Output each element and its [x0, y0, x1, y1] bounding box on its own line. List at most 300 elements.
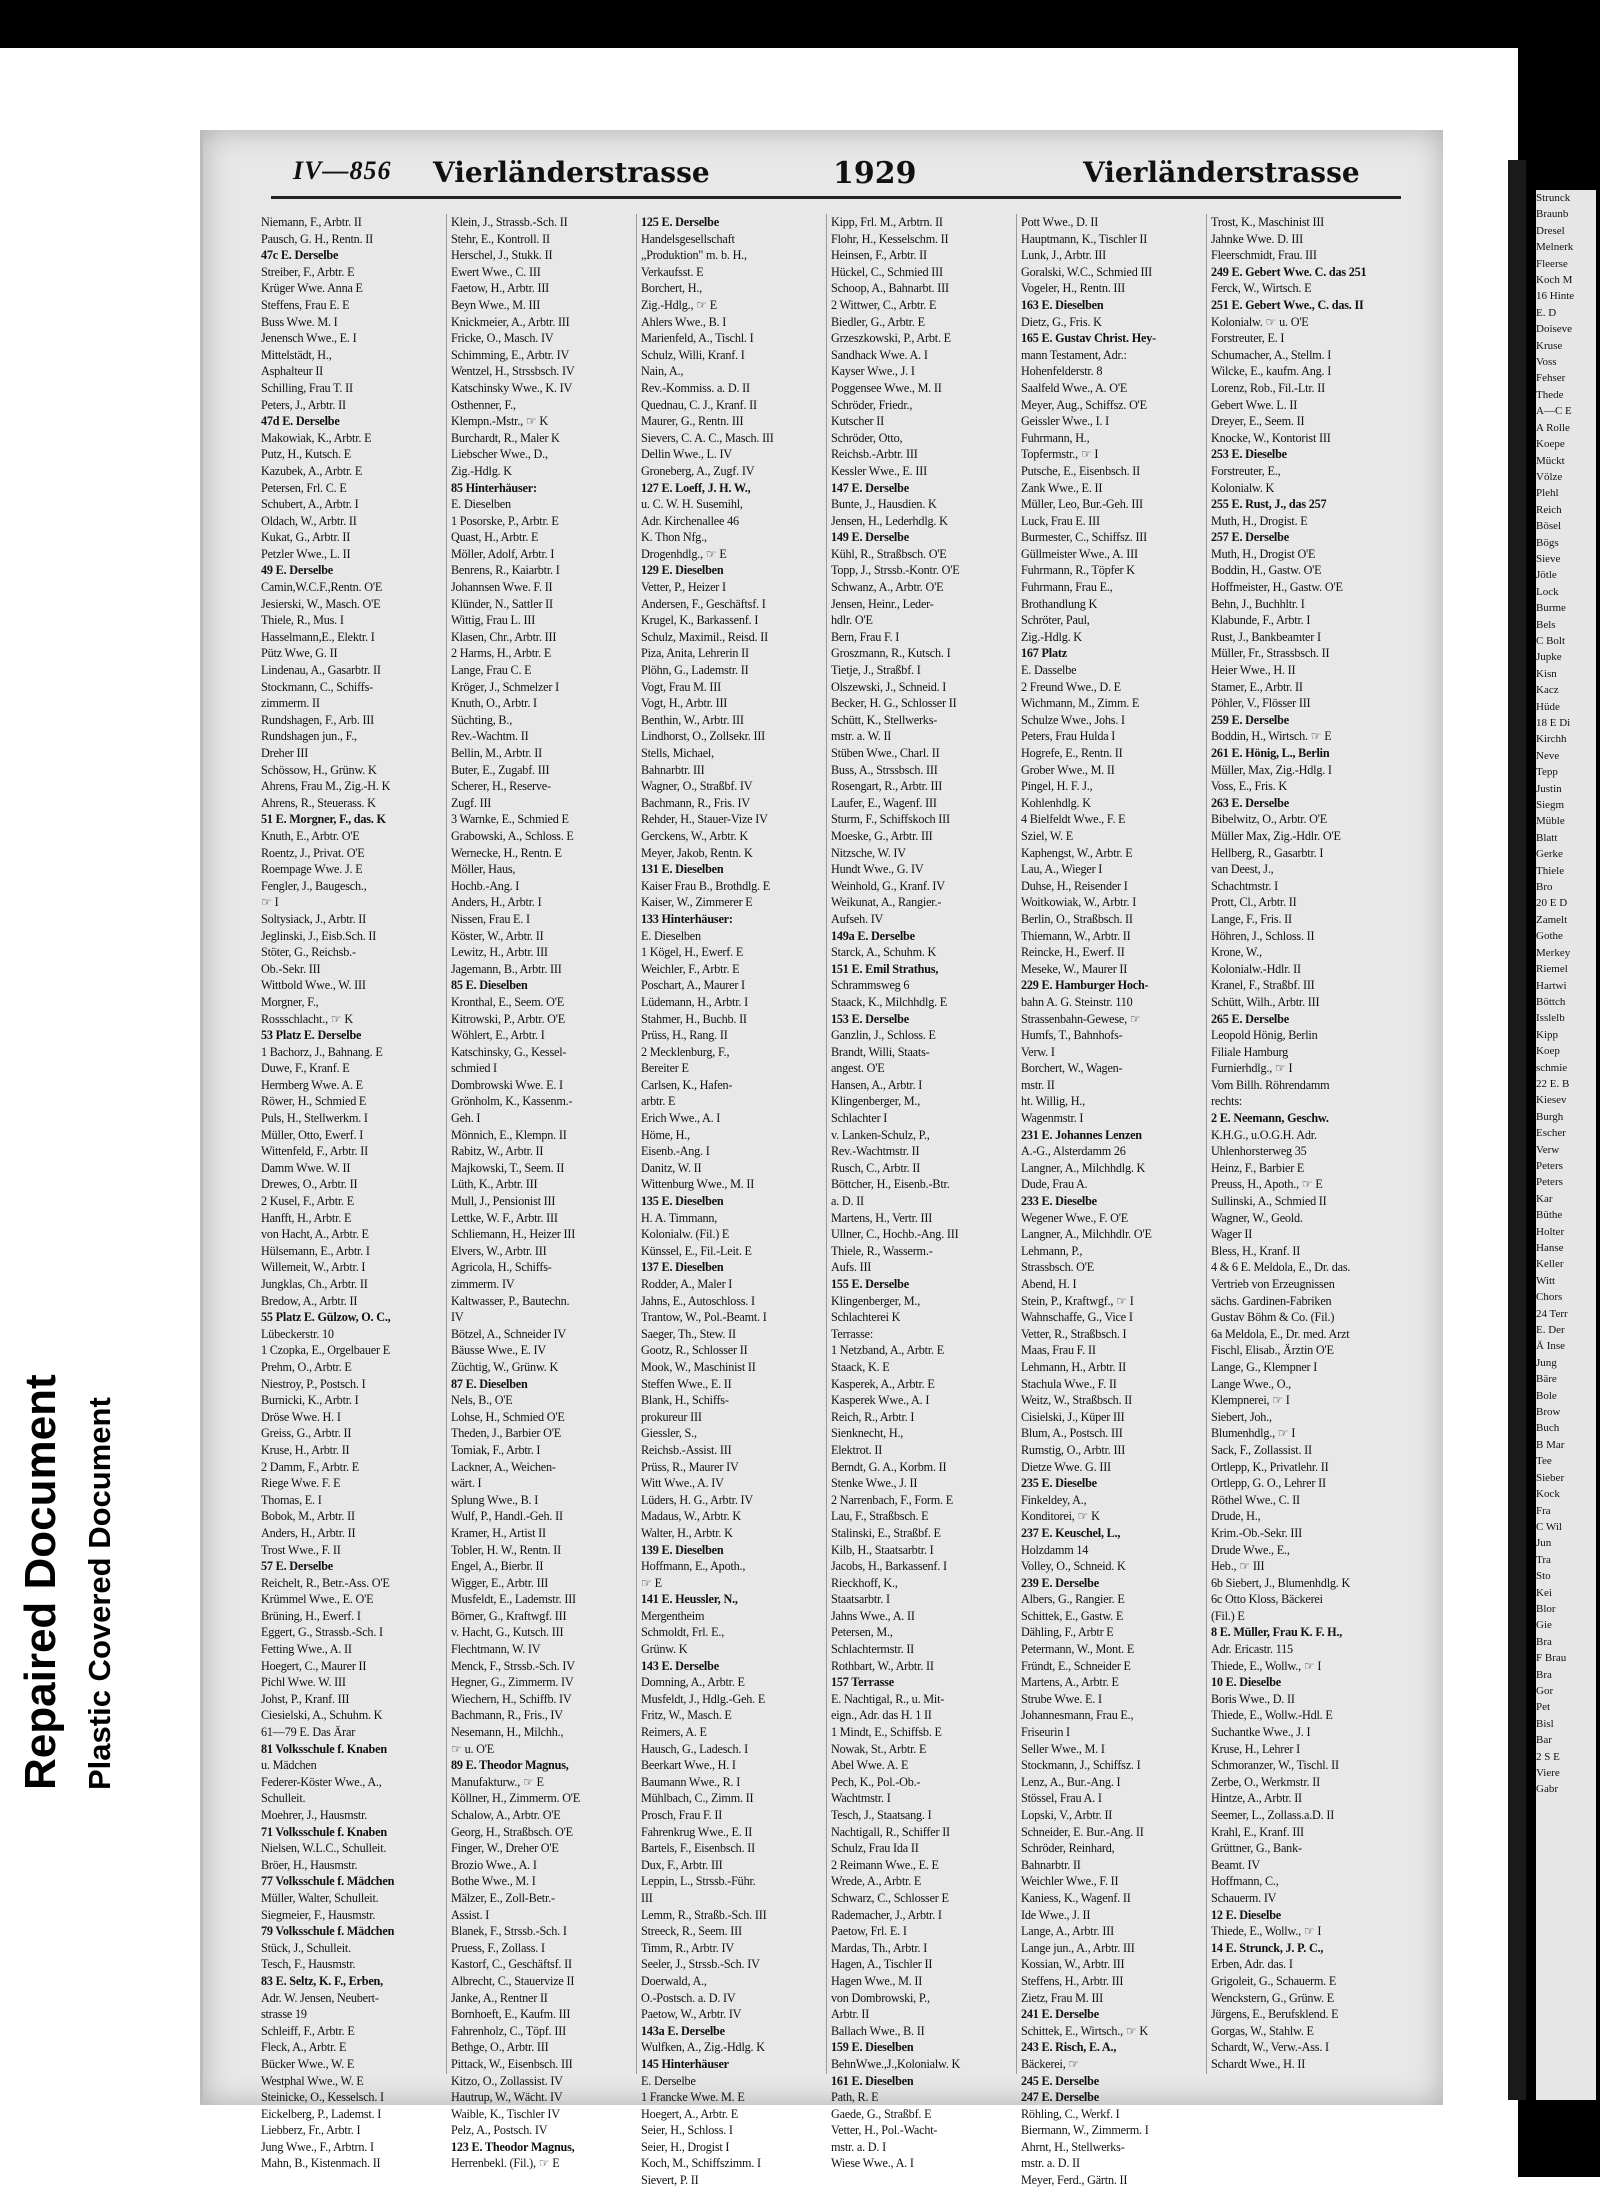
- directory-entry: Kossian, W., Arbtr. III: [1021, 1957, 1125, 1972]
- directory-entry: Borchert, W., Wagen-: [1021, 1061, 1123, 1076]
- adjacent-page-fragment: Kar: [1536, 1192, 1553, 1205]
- directory-entry: Borchert, H.,: [641, 281, 703, 296]
- directory-entry: 141 E. Heussler, N.,: [641, 1592, 738, 1607]
- directory-entry: 2 Mecklenburg, F.,: [641, 1044, 730, 1059]
- directory-entry: Lange, F., Fris. II: [1211, 911, 1292, 926]
- directory-entry: strasse 19: [261, 2007, 307, 2022]
- directory-entry: Becker, H. G., Schlosser II: [831, 696, 957, 711]
- adjacent-page-fragment: A—C E: [1536, 405, 1572, 418]
- directory-entry: 137 E. Dieselben: [641, 1260, 724, 1275]
- directory-entry: Seemer, L., Zollass.a.D. II: [1211, 1808, 1335, 1822]
- directory-entry: Staack, K. E: [831, 1359, 890, 1374]
- directory-entry: Thiede, E., Wollw.-Hdl. E: [1211, 1708, 1333, 1723]
- directory-entry: Hautrup, W., Wächt. IV: [451, 2090, 563, 2105]
- adjacent-page-fragment: Merkey: [1536, 946, 1571, 959]
- adjacent-page-fragment: Jun: [1536, 1537, 1552, 1550]
- directory-entry: Strube Wwe. E. I: [1021, 1691, 1102, 1706]
- directory-entry: Hückel, C., Schmied III: [831, 264, 943, 279]
- adjacent-page-fragment: Hüde: [1536, 700, 1560, 713]
- adjacent-page-fragment: Holter: [1536, 1225, 1565, 1238]
- directory-entry: Lopski, V., Arbtr. II: [1021, 1808, 1113, 1822]
- directory-entry: Dellin Wwe., L. IV: [641, 447, 732, 462]
- directory-entry: Zugf. III: [451, 795, 492, 810]
- header-rule: [271, 196, 1401, 199]
- directory-entry: Rieckhoff, K.,: [831, 1575, 898, 1590]
- directory-entry: Fuhrmann, H.,: [1021, 430, 1090, 445]
- directory-entry: 2 Kusel, F., Arbtr. E: [261, 1194, 355, 1209]
- directory-entry: Kröger, J., Schmelzer I: [451, 679, 559, 694]
- directory-entry: Hagen, A., Tischler II: [831, 1957, 933, 1972]
- adjacent-page-fragment: Burme: [1536, 602, 1566, 615]
- directory-entry: 79 Volksschule f. Mädchen: [261, 1924, 395, 1939]
- directory-entry: Putz, H., Kutsch. E: [261, 447, 351, 462]
- directory-entry: von Hacht, A., Arbtr. E: [261, 1227, 369, 1242]
- directory-entry: Boddin, H., Wirtsch. ☞ E: [1211, 729, 1332, 744]
- directory-entry: Schulz, Willi, Kranf. I: [641, 347, 745, 362]
- directory-entry: Schilling, Frau T. II: [261, 380, 353, 395]
- directory-entry: Lange, Frau C. E: [451, 663, 532, 678]
- adjacent-page-fragment: Voss: [1536, 356, 1557, 369]
- directory-entry: Lau, A., Wieger I: [1021, 862, 1103, 877]
- directory-entry: Meyer, Ferd., Gärtn. II: [1021, 2173, 1128, 2188]
- directory-entry: Burnicki, K., Arbtr. I: [261, 1393, 359, 1408]
- directory-entry: Bereiter E: [641, 1061, 689, 1076]
- directory-entry: Berndt, G. A., Korbm. II: [831, 1459, 947, 1474]
- directory-entry: Reincke, H., Ewerf. II: [1021, 945, 1125, 960]
- adjacent-page-fragment: Siegm: [1536, 799, 1565, 812]
- directory-entry: Müller, Otto, Ewerf. I: [261, 1127, 364, 1142]
- adjacent-page-fragment: Kirchh: [1536, 733, 1567, 746]
- directory-entry: O.-Postsch. a. D. IV: [641, 1990, 736, 2005]
- directory-entry: 143 E. Derselbe: [641, 1658, 719, 1673]
- adjacent-page-fragment: Witt: [1536, 1274, 1556, 1287]
- directory-entry: Pingel, H. F. J.,: [1021, 779, 1093, 794]
- directory-entry: 155 E. Derselbe: [831, 1277, 909, 1291]
- directory-entry: Sievert, P. II: [641, 2173, 699, 2188]
- directory-entry: Krahl, E., Kranf. III: [1211, 1824, 1304, 1839]
- directory-entry: Mull, J., Pensionist III: [451, 1194, 556, 1209]
- directory-entry: Nissen, Frau E. I: [451, 911, 530, 926]
- directory-entry: 253 E. Dieselbe: [1211, 447, 1287, 462]
- directory-entry: 6b Siebert, J., Blumenhdlg. K: [1211, 1575, 1351, 1590]
- directory-entry: Blumenhdlg., ☞ I: [1211, 1426, 1296, 1441]
- directory-entry: 123 E. Theodor Magnus,: [451, 2139, 575, 2154]
- adjacent-page-fragment: Escher: [1536, 1127, 1566, 1140]
- directory-entry: Moeske, G., Arbtr. III: [831, 828, 933, 843]
- listing-column-4: [831, 214, 1009, 2171]
- adjacent-page-fragment: Braunb: [1536, 208, 1569, 221]
- directory-entry: Goralski, W.C., Schmied III: [1021, 264, 1153, 279]
- directory-entry: Staack, K., Milchhdlg. E: [831, 994, 948, 1009]
- directory-entry: Beyn Wwe., M. III: [451, 297, 541, 312]
- directory-entry: Bless, H., Kranf. II: [1211, 1243, 1301, 1258]
- directory-entry: 77 Volksschule f. Mädchen: [261, 1874, 395, 1889]
- directory-entry: Seller Wwe., M. I: [1021, 1741, 1105, 1756]
- directory-entry: Jeglinski, J., Eisb.Sch. II: [261, 928, 377, 943]
- directory-entry: van Deest, J.,: [1211, 862, 1274, 877]
- directory-entry: Kohlenhdlg. K: [1021, 795, 1091, 810]
- directory-entry: Theden, J., Barbier O'E: [451, 1426, 561, 1441]
- directory-entry: 1 Netzband, A., Arbtr. E: [831, 1343, 944, 1358]
- directory-entry: Flechtmann, W. IV: [451, 1642, 541, 1657]
- directory-entry: Meyer, Aug., Schiffsz. O'E: [1021, 397, 1147, 412]
- directory-entry: Anders, H., Arbtr. II: [261, 1525, 356, 1540]
- directory-entry: Bäckerei, ☞: [1021, 2056, 1080, 2071]
- directory-entry: Kronthal, E., Seem. O'E: [451, 994, 565, 1009]
- directory-entry: Manufakturw., ☞ E: [451, 1774, 544, 1789]
- directory-entry: Kessler Wwe., E. III: [831, 463, 927, 478]
- directory-entry: Peters, Frau Hulda I: [1021, 729, 1116, 744]
- directory-entry: Schröder, Friedr.,: [831, 397, 913, 412]
- directory-entry: 4 Bielfeldt Wwe., F. E: [1021, 812, 1126, 827]
- directory-entry: Bern, Frau F. I: [831, 629, 900, 644]
- directory-page: [200, 130, 1443, 2188]
- directory-entry: Bachmann, R., Fris. IV: [641, 795, 751, 810]
- directory-entry: Kruse, H., Lehrer I: [1211, 1741, 1300, 1756]
- directory-entry: Lehmann, P.,: [1021, 1243, 1083, 1258]
- directory-entry: mstr. a. W. II: [831, 729, 892, 744]
- directory-entry: Lohse, H., Schmied O'E: [451, 1409, 565, 1424]
- directory-entry: Wöhlert, E., Arbtr. I: [451, 1028, 545, 1043]
- directory-entry: Vogt, Frau M. III: [641, 679, 721, 694]
- page-gutter: [1508, 160, 1526, 2100]
- adjacent-page-fragment: Hanse: [1536, 1242, 1564, 1254]
- directory-entry: Ob.-Sekr. III: [261, 961, 321, 976]
- directory-entry: Handelsgesellschaft: [641, 231, 735, 246]
- directory-entry: Künssel, E., Fil.-Leit. E: [641, 1243, 752, 1258]
- directory-entry: Carlsen, K., Hafen-: [641, 1077, 733, 1092]
- directory-entry: Elvers, W., Arbtr. III: [451, 1243, 547, 1258]
- directory-entry: Jahns Wwe., A. II: [831, 1608, 915, 1623]
- directory-entry: Jacobs, H., Barkassenf. I: [831, 1559, 947, 1574]
- directory-entry: Wager II: [1211, 1227, 1253, 1242]
- directory-entry: 159 E. Dieselben: [831, 2040, 914, 2055]
- directory-entry: Meseke, W., Maurer II: [1021, 961, 1128, 976]
- adjacent-page-fragment: C Bolt: [1536, 634, 1566, 647]
- directory-entry: Fritz, W., Masch. E: [641, 1708, 732, 1723]
- adjacent-page-fragment: Blatt: [1536, 831, 1558, 844]
- directory-entry: Wagner, W., Geold.: [1211, 1210, 1303, 1225]
- directory-entry: IV: [451, 1310, 464, 1325]
- directory-entry: Kutscher II: [831, 414, 884, 429]
- directory-entry: Eggert, G., Strassb.-Sch. I: [261, 1625, 383, 1640]
- directory-entry: Danitz, W. II: [641, 1160, 702, 1175]
- directory-entry: Stehr, E., Kontroll. II: [451, 231, 550, 246]
- adjacent-page-fragment: Kruse: [1536, 339, 1563, 352]
- directory-entry: 157 Terrasse: [831, 1675, 894, 1690]
- directory-entry: Zig.-Hdlg., ☞ E: [641, 297, 717, 312]
- directory-entry: Klempn.-Mstr., ☞ K: [451, 414, 549, 429]
- directory-entry: Wittig, Frau L. III: [451, 613, 536, 628]
- directory-entry: Brüning, H., Ewerf. I: [261, 1608, 361, 1623]
- directory-entry: Musfeldt, J., Hdlg.-Geh. E: [641, 1691, 766, 1706]
- directory-entry: Vogt, H., Arbtr. III: [641, 696, 728, 711]
- directory-entry: Müller, Max, Zig.-Hdlg. I: [1211, 762, 1332, 777]
- directory-entry: Walter, H., Arbtr. K: [641, 1525, 733, 1540]
- directory-entry: Hagen Wwe., M. II: [831, 1973, 923, 1988]
- directory-entry: Züchtig, W., Grünw. K: [451, 1359, 559, 1374]
- directory-entry: Buter, E., Zugabf. III: [451, 762, 550, 777]
- adjacent-page-fragment: Viere: [1536, 1767, 1560, 1779]
- directory-entry: Schössow, H., Grünw. K: [261, 762, 377, 777]
- directory-entry: 143a E. Derselbe: [641, 2023, 725, 2038]
- directory-entry: Groszmann, R., Kutsch. I: [831, 646, 951, 661]
- directory-entry: Schwanz, A., Arbtr. O'E: [831, 580, 944, 595]
- directory-entry: Hausch, G., Ladesch. I: [641, 1741, 748, 1756]
- directory-entry: Zig.-Hdlg. K: [451, 463, 512, 478]
- directory-entry: Seeler, J., Strssb.-Sch. IV: [641, 1957, 760, 1972]
- directory-entry: Rundshagen jun., F.,: [261, 729, 357, 744]
- directory-entry: Stamer, E., Arbtr. II: [1211, 679, 1303, 694]
- directory-entry: Lüth, K., Arbtr. III: [451, 1177, 538, 1192]
- directory-entry: Dreher III: [261, 746, 309, 760]
- directory-entry: Bobok, M., Arbtr. II: [261, 1509, 355, 1524]
- adjacent-page-fragment: Böttch: [1536, 995, 1566, 1008]
- directory-entry: Damm Wwe. W. II: [261, 1160, 351, 1175]
- directory-entry: Reichsb.-Assist. III: [641, 1442, 732, 1457]
- directory-entry: arbtr. E: [641, 1094, 676, 1109]
- directory-entry: Thiemann, W., Arbtr. II: [1021, 928, 1131, 943]
- directory-entry: Domning, A., Arbtr. E: [641, 1675, 745, 1690]
- directory-entry: A.-G., Alsterdamm 26: [1021, 1144, 1126, 1159]
- directory-entry: Stössel, Frau A. I: [1021, 1791, 1102, 1806]
- directory-entry: Terrasse:: [831, 1326, 874, 1341]
- adjacent-page-fragment: Tepp: [1536, 766, 1558, 779]
- directory-entry: Federer-Köster Wwe., A.,: [261, 1774, 382, 1789]
- directory-entry: Hoegert, A., Arbtr. E: [641, 2106, 739, 2121]
- adjacent-page-fragment: Fra: [1536, 1504, 1551, 1517]
- directory-entry: Wulf, P., Handl.-Geh. II: [451, 1509, 563, 1524]
- adjacent-page-fragment: Mückt: [1536, 454, 1565, 467]
- directory-entry: Klabunde, F., Arbtr. I: [1211, 613, 1311, 628]
- directory-entry: Drewes, O., Arbtr. II: [261, 1177, 358, 1192]
- adjacent-page-fragment: Jung: [1536, 1356, 1557, 1369]
- directory-entry: Jenensch Wwe., E. I: [261, 331, 357, 346]
- directory-entry: Vertrieb von Erzeugnissen: [1211, 1277, 1335, 1291]
- directory-entry: Assist. I: [451, 1907, 490, 1922]
- directory-entry: Heinz, F., Barbier E: [1211, 1160, 1305, 1175]
- adjacent-page-fragment: Justin: [1536, 782, 1562, 795]
- directory-entry: Bothe Wwe., M. I: [451, 1874, 536, 1889]
- directory-entry: Schliemann, H., Heizer III: [451, 1227, 576, 1242]
- directory-entry: Majkowski, T., Seem. II: [451, 1160, 565, 1175]
- directory-entry: Siebert, Joh.,: [1211, 1409, 1272, 1424]
- directory-entry: Prosch, Frau F. II: [641, 1808, 723, 1822]
- directory-entry: Mahn, B., Kistenmach. II: [261, 2156, 381, 2171]
- directory-entry: Makowiak, K., Arbtr. E: [261, 430, 372, 445]
- directory-entry: Sziel, W. E: [1021, 828, 1073, 843]
- directory-entry: Thiede, E., Wollw., ☞ I: [1211, 1924, 1322, 1939]
- directory-entry: Kaiser Frau B., Brothdlg. E: [641, 878, 770, 893]
- directory-entry: Schauerm. IV: [1211, 1890, 1277, 1905]
- directory-entry: Kaiser, W., Zimmerer E: [641, 895, 753, 910]
- directory-entry: Fleck, A., Arbtr. E: [261, 2040, 347, 2055]
- directory-entry: 49 E. Derselbe: [261, 563, 334, 578]
- directory-entry: E. Nachtigal, R., u. Mit-: [831, 1691, 945, 1706]
- directory-entry: 47d E. Derselbe: [261, 414, 340, 429]
- directory-entry: mstr. II: [1021, 1077, 1055, 1092]
- directory-entry: Dombrowski Wwe. E. I: [451, 1077, 563, 1092]
- directory-entry: Güllmeister Wwe., A. III: [1021, 546, 1138, 561]
- directory-entry: Hellberg, R., Gasarbtr. I: [1211, 845, 1324, 860]
- directory-entry: Prehm, O., Arbtr. E: [261, 1359, 352, 1374]
- directory-entry: 125 E. Derselbe: [641, 215, 719, 229]
- adjacent-page-fragment: Doiseve: [1536, 323, 1573, 336]
- directory-entry: Stells, Michael,: [641, 746, 714, 760]
- directory-entry: Sullinski, A., Schmied II: [1211, 1194, 1327, 1209]
- directory-entry: Thiele, R., Mus. I: [261, 613, 344, 628]
- directory-entry: 71 Volksschule f. Knaben: [261, 1824, 387, 1839]
- directory-entry: Rundshagen, F., Arb. III: [261, 712, 375, 727]
- adjacent-page-fragment: Bra: [1536, 1635, 1552, 1648]
- directory-entry: Bahnarbtr. III: [641, 762, 705, 777]
- directory-entry: Hasselmann,E., Elektr. I: [261, 629, 375, 644]
- directory-entry: Albers, G., Rangier. E: [1021, 1592, 1125, 1607]
- directory-entry: Lewitz, H., Arbtr. III: [451, 945, 548, 960]
- directory-entry: Krone, W.,: [1211, 945, 1262, 960]
- directory-entry: Rev.-Kommiss. a. D. II: [641, 380, 750, 395]
- directory-entry: Kukat, G., Arbtr. II: [261, 530, 351, 545]
- directory-entry: Rodder, A., Maler I: [641, 1277, 733, 1291]
- directory-entry: Voss, E., Fris. K: [1211, 779, 1287, 794]
- directory-entry: 241 E. Derselbe: [1021, 2007, 1099, 2022]
- directory-entry: Blanek, F., Strssb.-Sch. I: [451, 1924, 567, 1939]
- adjacent-page-fragment: Tra: [1536, 1553, 1551, 1566]
- directory-entry: Trost Wwe., F. II: [261, 1542, 341, 1557]
- adjacent-page-fragment: Bole: [1536, 1389, 1557, 1402]
- column-divider: [826, 214, 827, 2074]
- directory-entry: Ide Wwe., J. II: [1021, 1907, 1091, 1922]
- directory-entry: Riege Wwe. F. E: [261, 1476, 341, 1491]
- directory-entry: Strassenbahn-Gewese, ☞: [1021, 1011, 1141, 1026]
- adjacent-page-fragment: Sto: [1536, 1570, 1551, 1583]
- directory-entry: 81 Volksschule f. Knaben: [261, 1741, 387, 1756]
- directory-entry: Nesemann, H., Milchh.,: [451, 1725, 564, 1740]
- directory-entry: Dux, F., Arbtr. III: [641, 1857, 723, 1872]
- directory-entry: Hülsemann, E., Arbtr. I: [261, 1243, 370, 1258]
- directory-entry: Georg, H., Straßbsch. O'E: [451, 1824, 573, 1839]
- directory-entry: Weikunat, A., Rangier.-: [831, 895, 942, 910]
- directory-entry: Doerwald, A.,: [641, 1973, 707, 1988]
- directory-entry: ☞ E: [641, 1575, 662, 1590]
- directory-entry: Piza, Anita, Lehrerin II: [641, 646, 749, 661]
- directory-entry: Mälzer, E., Zoll-Betr.-: [451, 1890, 555, 1905]
- directory-entry: 163 E. Dieselben: [1021, 297, 1104, 312]
- directory-entry: Rev.-Wachtm. II: [451, 729, 529, 744]
- directory-entry: Wrede, A., Arbtr. E: [831, 1874, 922, 1889]
- directory-entry: Jagemann, B., Arbtr. III: [451, 961, 562, 976]
- directory-entry: Bunte, J., Hausdien. K: [831, 497, 937, 512]
- directory-entry: v. Lanken-Schulz, P.,: [831, 1127, 930, 1142]
- directory-entry: Niemann, F., Arbtr. II: [261, 215, 362, 229]
- adjacent-page-fragment: Gabr: [1536, 1783, 1558, 1796]
- directory-entry: 2 Harms, H., Arbtr. E: [451, 646, 552, 661]
- adjacent-page-fragment: Bisl: [1536, 1717, 1554, 1730]
- directory-entry: Moehrer, J., Hausmstr.: [261, 1808, 368, 1822]
- directory-entry: Kipp, Frl. M., Arbtrn. II: [831, 215, 943, 229]
- directory-entry: Schlachterei K: [831, 1310, 901, 1325]
- directory-entry: Puls, H., Stellwerkm. I: [261, 1111, 368, 1126]
- directory-entry: Kaltwasser, P., Bautechn.: [451, 1293, 570, 1308]
- directory-entry: Lettke, W. F., Arbtr. III: [451, 1210, 558, 1225]
- directory-entry: Path, R. E: [831, 2090, 879, 2105]
- directory-entry: Adr. Kirchenallee 46: [641, 513, 739, 528]
- directory-entry: Süchting, B.,: [451, 712, 513, 727]
- directory-entry: 10 E. Dieselbe: [1211, 1675, 1281, 1690]
- directory-entry: Agricola, H., Schiffs-: [451, 1260, 552, 1275]
- directory-entry: Liebberz, Fr., Arbtr. I: [261, 2123, 361, 2138]
- directory-entry: Steinicke, O., Kesselsch. I: [261, 2090, 384, 2105]
- adjacent-page-fragment: Bra: [1536, 1668, 1552, 1681]
- directory-entry: Rev.-Wachtmstr. II: [831, 1144, 920, 1159]
- directory-entry: Schmoldt, Frl. E.,: [641, 1625, 725, 1640]
- directory-entry: Leppin, L., Strssb.-Führ.: [641, 1874, 756, 1889]
- directory-entry: Pöhler, V., Flösser III: [1211, 696, 1311, 711]
- adjacent-page-fragment: Keller: [1536, 1258, 1564, 1271]
- directory-entry: Abel Wwe. A. E: [831, 1758, 909, 1773]
- directory-entry: Morgner, F.,: [261, 994, 319, 1009]
- directory-entry: Rademacher, J., Arbtr. I: [831, 1907, 942, 1922]
- directory-entry: Schröder, Otto,: [831, 430, 903, 445]
- directory-entry: Grober Wwe., M. II: [1021, 762, 1115, 777]
- adjacent-page-fragment: Sieve: [1536, 552, 1561, 565]
- listing-column-3: [641, 214, 819, 2188]
- directory-entry: Jensen, H., Lederhdlg. K: [831, 513, 948, 528]
- directory-entry: Faetow, H., Arbtr. III: [451, 281, 550, 296]
- adjacent-page-fragment: E. D: [1536, 306, 1557, 319]
- directory-entry: Petersen, Frl. C. E: [261, 480, 347, 495]
- directory-entry: Rothbart, W., Arbtr. II: [831, 1658, 934, 1673]
- directory-entry: Rabitz, W., Arbtr. II: [451, 1144, 544, 1159]
- directory-entry: Schittek, E., Gastw. E: [1021, 1608, 1124, 1623]
- directory-entry: Gorgas, W., Stahlw. E: [1211, 2023, 1314, 2038]
- page-number: IV—856: [293, 156, 392, 185]
- directory-entry: Hoffmeister, H., Gastw. O'E: [1211, 580, 1343, 595]
- directory-entry: III: [641, 1890, 653, 1905]
- directory-entry: Kilb, H., Staatsarbtr. I: [831, 1542, 934, 1557]
- adjacent-page-fragment: Gothe: [1536, 930, 1563, 943]
- directory-entry: Maurer, G., Rentn. III: [641, 414, 744, 429]
- directory-entry: Fahrenholz, C., Töpf. III: [451, 2023, 566, 2038]
- directory-entry: Marienfeld, A., Tischl. I: [641, 331, 754, 346]
- directory-entry: Wittenburg Wwe., M. II: [641, 1177, 755, 1192]
- directory-entry: Gaede, G., Straßbf. E: [831, 2106, 932, 2121]
- directory-entry: Ortlepp, G. O., Lehrer II: [1211, 1476, 1326, 1491]
- directory-entry: Langner, A., Milchhdlr. O'E: [1021, 1227, 1152, 1242]
- directory-entry: Stück, J., Schulleit.: [261, 1940, 351, 1955]
- directory-entry: Trantow, W., Pol.-Beamt. I: [641, 1310, 767, 1325]
- directory-entry: Ciesielski, A., Schuhm. K: [261, 1708, 383, 1723]
- adjacent-page-fragment: Brow: [1536, 1406, 1561, 1419]
- adjacent-page-fragment: Völze: [1536, 470, 1563, 483]
- directory-entry: Lange, A., Arbtr. III: [1021, 1924, 1114, 1939]
- directory-entry: Schlachtermstr. II: [831, 1642, 915, 1657]
- directory-entry: Forstreuter, E. I: [1211, 331, 1285, 346]
- directory-entry: Albrecht, C., Stauervize II: [451, 1973, 575, 1988]
- directory-entry: hdlr. O'E: [831, 613, 873, 628]
- adjacent-page-fragment: Neve: [1536, 749, 1560, 762]
- directory-entry: 61—79 E. Das Ärar: [261, 1725, 356, 1740]
- directory-entry: Boris Wwe., D. II: [1211, 1691, 1295, 1706]
- directory-entry: Muth, H., Drogist O'E: [1211, 546, 1316, 561]
- directory-entry: Bäusse Wwe., E. IV: [451, 1343, 547, 1358]
- directory-entry: Splung Wwe., B. I: [451, 1492, 539, 1507]
- directory-entry: K.H.G., u.O.G.H. Adr.: [1211, 1127, 1317, 1142]
- directory-entry: Waible, K., Tischler IV: [451, 2106, 560, 2121]
- directory-entry: Tietje, J., Straßbf. I: [831, 663, 921, 678]
- directory-entry: Fründt, E., Schneider E: [1021, 1658, 1131, 1673]
- directory-entry: Pech, K., Pol.-Ob.-: [831, 1774, 921, 1789]
